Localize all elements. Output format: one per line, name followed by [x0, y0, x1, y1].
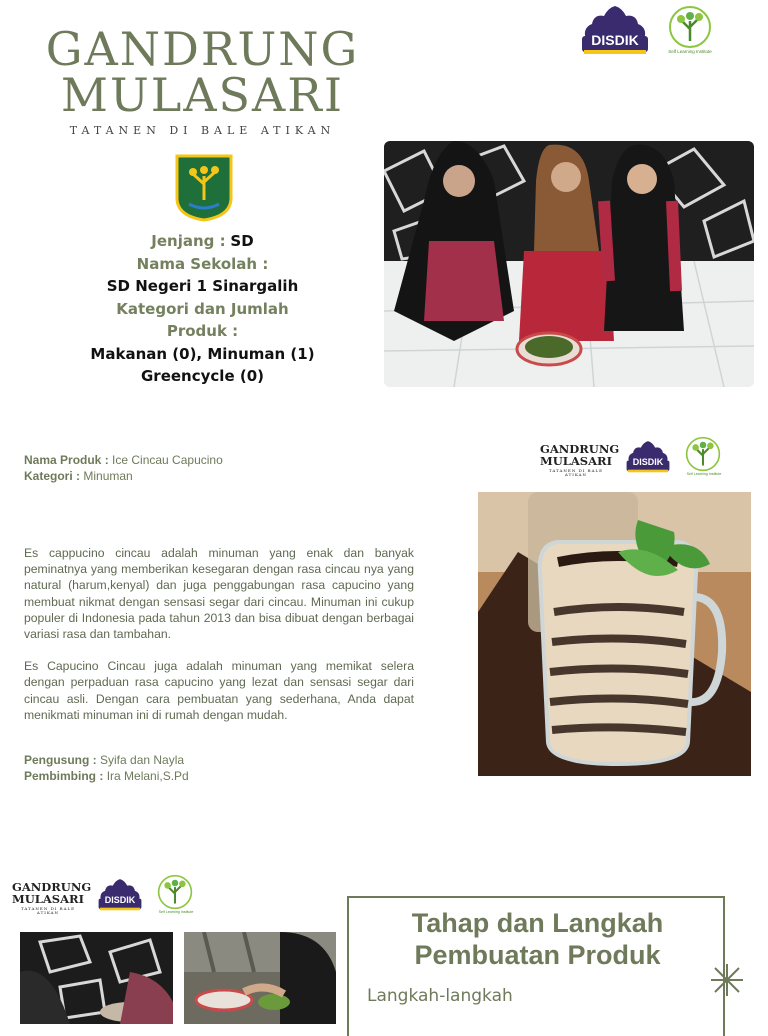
disdik-label-small: DISDIK	[632, 457, 664, 467]
product-meta	[24, 452, 223, 484]
sparkle-icon	[709, 962, 745, 998]
kategori-label: Kategori dan Jumlah Produk :	[116, 299, 289, 340]
disdik-logo-small	[624, 441, 672, 475]
kategori-value-1: Makanan (0), Minuman (1)	[90, 344, 315, 363]
small-brand-mark	[540, 442, 620, 477]
steps-subtitle: Langkah-langkah	[367, 986, 513, 1006]
disdik-logo-bottom	[96, 879, 144, 913]
nama-sekolah-value: SD Negeri 1 Sinargalih	[106, 277, 299, 295]
sli-label-bottom: Self Learning Institute	[158, 910, 194, 914]
sli-logo	[667, 5, 713, 57]
jenjang-value: SD	[230, 232, 254, 250]
description-paragraph-2: Es Capucino Cincau juga adalah minuman yang memikat selera dengan perpaduan rasa capucino yang lezat dan sensasi segar dari cincau asli. Dengan cara pembuatan yang sederhana, Anda dapat menikmati minuman ini di rumah dengan mudah.	[24, 659, 414, 722]
students-photo	[384, 141, 754, 387]
small-brand-subtitle-bottom: TATANEN DI BALE ATIKAN	[20, 906, 76, 915]
brand-subtitle: TATANEN DI BALE ATIKAN	[69, 124, 336, 137]
brand-title: GANDRUNG MULASARI	[45, 22, 360, 122]
disdik-logo	[578, 6, 652, 58]
description-paragraph-1: Es cappucino cincau adalah minuman yang enak dan banyak peminatnya yang memberikan kesegaran dengan rasa cincau nya yang natural (harum,kenyal) dan juga penggabungan rasa capucino yang membuat nikmat dengan sensasi segar dari cincau. Minuman ini cukup populer di Indonesia pada tahun 2013 dan bisa dibuat dengan berbagai variasi rasa dan tambahan.	[24, 546, 414, 642]
jenjang-label: Jenjang :	[151, 232, 226, 250]
kategori-produk-label: Kategori :	[24, 469, 81, 483]
product-credits	[24, 752, 189, 784]
sli-label-small: Self Learning Institute	[686, 472, 722, 476]
sli-logo-small	[684, 436, 724, 480]
school-logo	[175, 154, 233, 222]
product-description	[24, 545, 414, 739]
nama-produk-value: Ice Cincau Capucino	[112, 453, 223, 467]
sli-logo-bottom	[156, 874, 196, 918]
small-brand-subtitle: TATANEN DI BALE ATIKAN	[548, 468, 604, 477]
pembimbing-label: Pembimbing :	[24, 769, 104, 783]
pengusung-label: Pengusung :	[24, 753, 97, 767]
nama-sekolah-label: Nama Sekolah :	[136, 254, 269, 273]
kategori-produk-value: Minuman	[83, 469, 133, 483]
process-photo-1	[20, 932, 173, 1024]
pengusung-value: Syifa dan Nayla	[100, 753, 185, 767]
small-brand-mark-bottom	[12, 880, 92, 915]
nama-produk-label: Nama Produk :	[24, 453, 109, 467]
disdik-label-bottom: DISDIK	[104, 895, 136, 905]
steps-title: Tahap dan Langkah Pembuatan Produk	[411, 908, 664, 970]
kategori-value-2: Greencycle (0)	[141, 367, 264, 385]
sli-label: Self Learning Institute	[668, 49, 712, 54]
disdik-label: DISDIK	[591, 32, 639, 48]
small-brand-title: GANDRUNG MULASARI	[540, 442, 620, 468]
small-brand-title-bottom: GANDRUNG MULASARI	[12, 880, 92, 906]
school-info	[60, 230, 345, 388]
process-photo-2	[184, 932, 336, 1024]
pembimbing-value: Ira Melani,S.Pd	[106, 769, 189, 783]
product-photo	[478, 492, 751, 776]
